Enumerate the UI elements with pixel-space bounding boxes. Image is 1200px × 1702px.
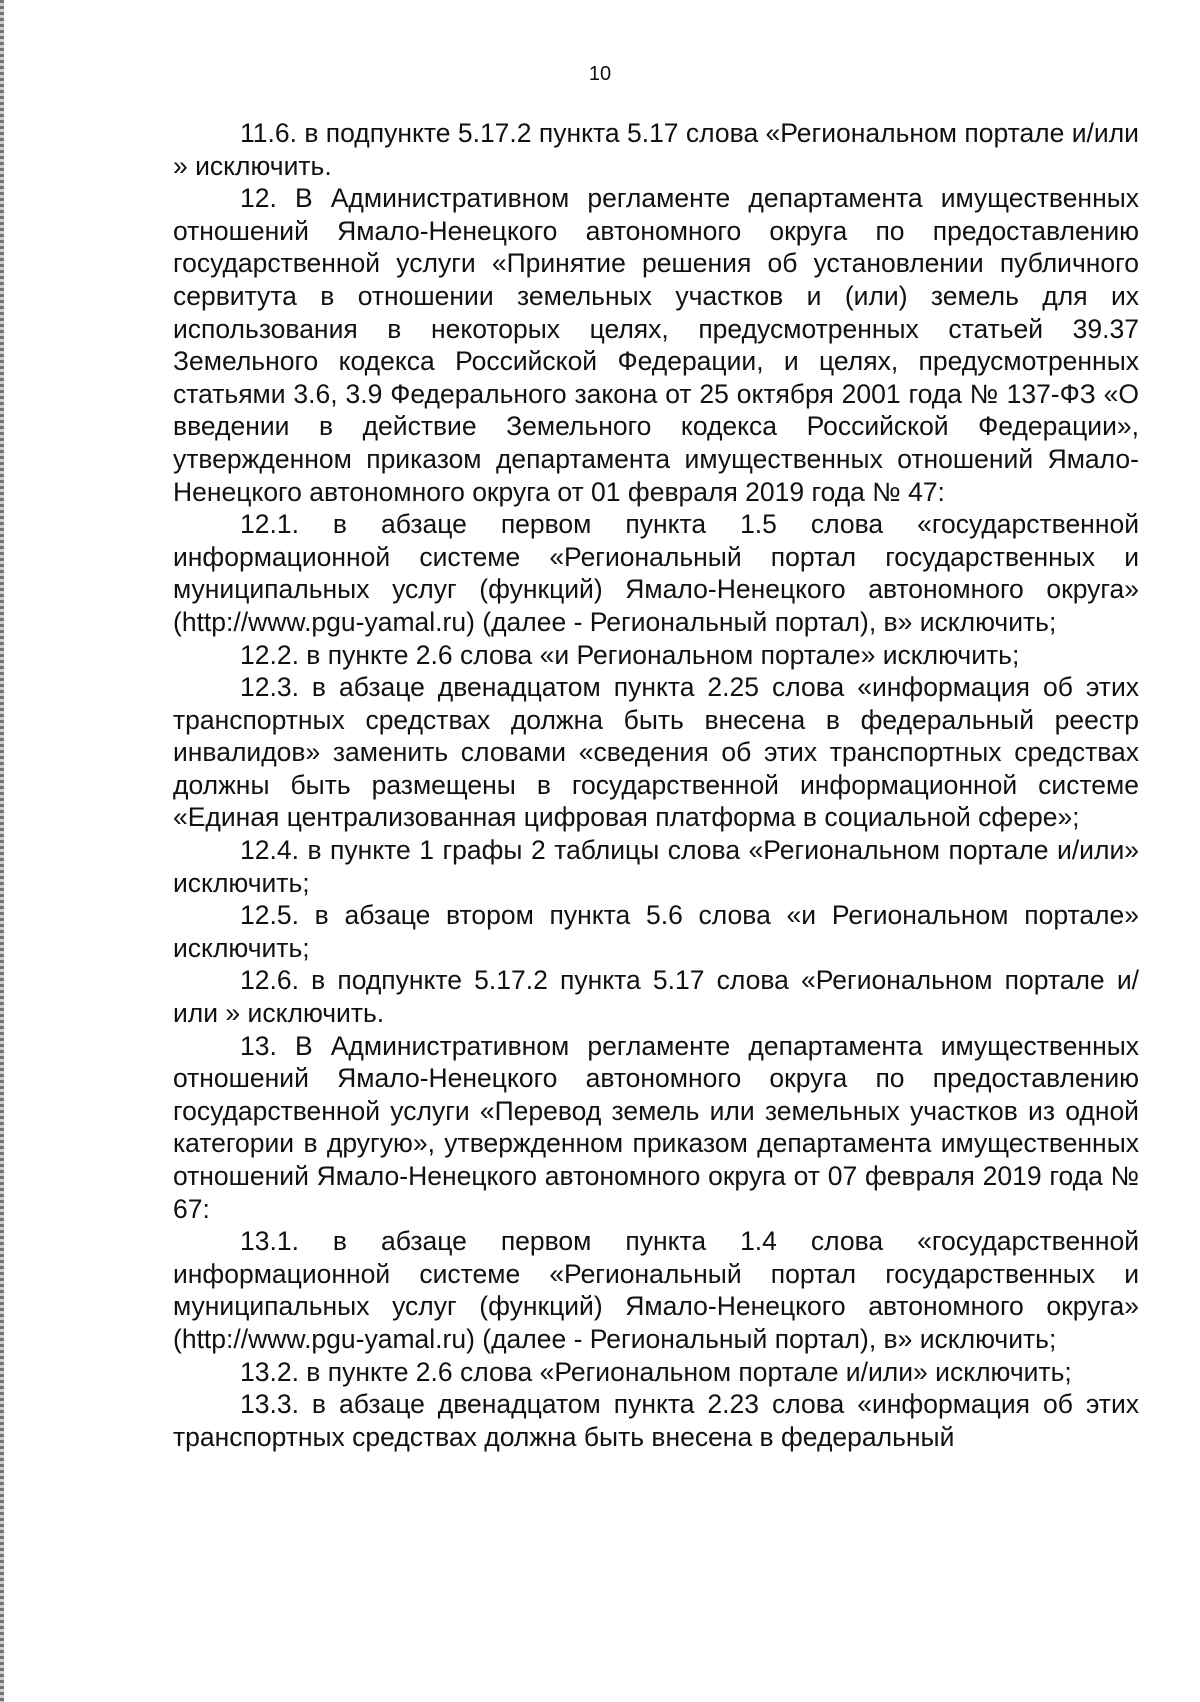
paragraph-13: 13. В Административном регламенте департамента имущественных отношений Ямало-Ненецкого автономного округа по предоставлению государственной услуги «Перевод земель или земельных участков из одной категории в другую», утвержденном приказом департамента имущественных отношений Ямало-Ненецкого автономного округа от 07 февраля 2019 года № 67:: [173, 1030, 1139, 1224]
document-body: [173, 117, 1139, 1453]
paragraph-12-1: 12.1. в абзаце первом пункта 1.5 слова «государственной информационной системе «Региональный портал государственных и муниципальных услуг (функций) Ямало-Ненецкого автономного округа» (http://www.pgu-yamal.ru) (далее - Региональный портал), в» исключить;: [173, 509, 1139, 637]
paragraph-12-4: 12.4. в пункте 1 графы 2 таблицы слова «Региональном портале и/или» исключить;: [173, 835, 1139, 898]
paragraph-12: 12. В Административном регламенте департамента имущественных отношений Ямало-Ненецкого автономного округа по предоставлению государственной услуги «Принятие решения об установлении публичного сервитута в отношении земельных участков и (или) земель для их использования в некоторых целях, предусмотренных статьей 39.37 Земельного кодекса Российской Федерации, и целях, предусмотренных статьями 3.6, 3.9 Федерального закона от 25 октября 2001 года № 137-ФЗ «О введении в действие Земельного кодекса Российской Федерации», утвержденном приказом департамента имущественных отношений Ямало-Ненецкого автономного округа от 01 февраля 2019 года № 47:: [173, 183, 1139, 507]
paragraph-12-2: 12.2. в пункте 2.6 слова «и Региональном портале» исключить;: [240, 639, 1020, 670]
paragraph-13-1: 13.1. в абзаце первом пункта 1.4 слова «государственной информационной системе «Региональный портал государственных и муниципальных услуг (функций) Ямало-Ненецкого автономного округа» (http://www.pgu-yamal.ru) (далее - Региональный портал), в» исключить;: [173, 1226, 1139, 1354]
paragraph-13-2: 13.2. в пункте 2.6 слова «Региональном портале и/или» исключить;: [240, 1356, 1072, 1387]
scan-edge-artifact: [0, 0, 4, 1702]
paragraph-12-3: 12.3. в абзаце двенадцатом пункта 2.25 слова «информация об этих транспортных средствах должна быть внесена в федеральный реестр инвалидов» заменить словами «сведения об этих транспортных средствах должны быть размещены в государственной информационной системе «Единая централизованная цифровая платформа в социальной сфере»;: [173, 672, 1139, 833]
paragraph-13-3: 13.3. в абзаце двенадцатом пункта 2.23 слова «информация об этих транспортных средствах должна быть внесена в федеральный: [173, 1389, 1139, 1452]
paragraph-12-5: 12.5. в абзаце втором пункта 5.6 слова «и Региональном портале» исключить;: [173, 900, 1139, 963]
page-number: 10: [588, 63, 612, 85]
paragraph-11-6: 11.6. в подпункте 5.17.2 пункта 5.17 слова «Региональном портале и/или » исключить.: [173, 118, 1139, 181]
paragraph-12-6: 12.6. в подпункте 5.17.2 пункта 5.17 слова «Региональном портале и/или » исключить.: [173, 965, 1139, 1029]
